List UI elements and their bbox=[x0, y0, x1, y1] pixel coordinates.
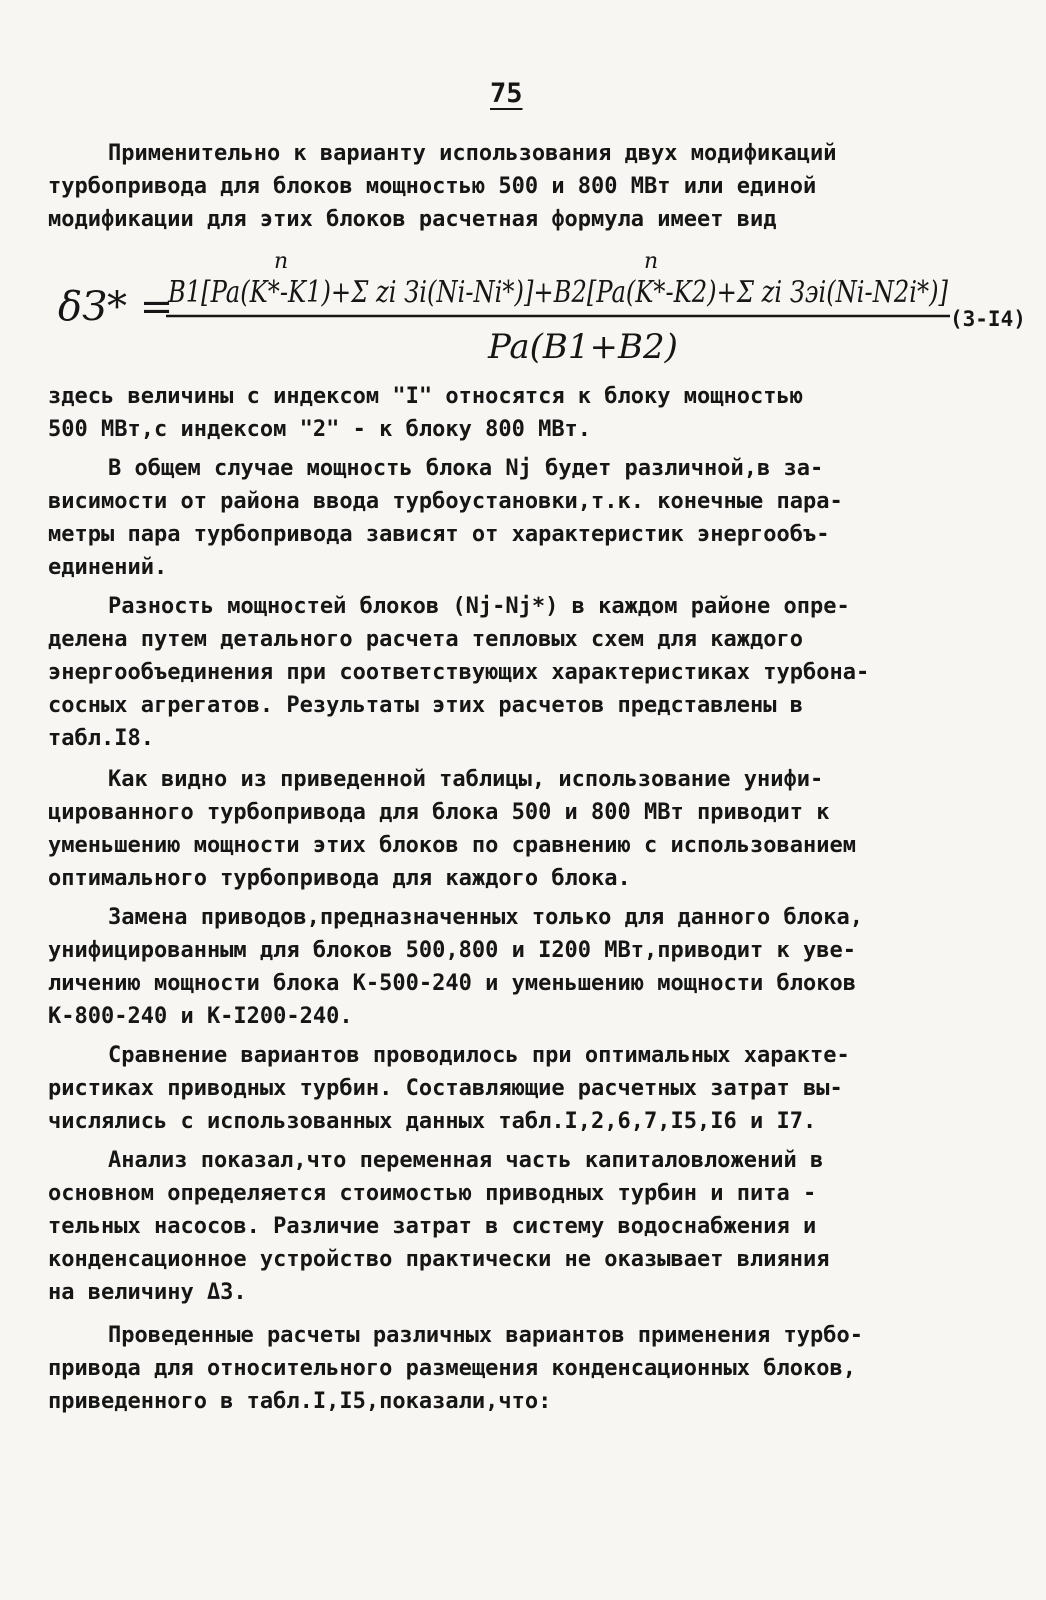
paragraph-7: Сравнение вариантов проводилось при оптимальных характе- ристиках приводных турбин. Составляющие расчетных затрат вы- числялись с использованных данных табл.I,2,6,7,I5,I6 и I7. bbox=[48, 1043, 850, 1134]
paragraph-2: здесь величины с индексом "I" относятся к блоку мощностью 500 МВт,с индексом "2" - к блоку 800 МВт. bbox=[48, 384, 803, 442]
formula-sum-limit-2: n bbox=[644, 249, 659, 274]
formula-sum-limit-1: n bbox=[274, 249, 289, 274]
paragraph-1: Применительно к варианту использования двух модификаций турбопривода для блоков мощностью 500 и 800 МВт или единой модификации для этих блоков расчетная формула имеет вид bbox=[48, 141, 837, 232]
page-number: 75 bbox=[490, 78, 523, 109]
formula-number: (3-I4) bbox=[950, 307, 1026, 331]
paragraph-intro bbox=[48, 137, 1000, 236]
paragraph-8: Анализ показал,что переменная часть капиталовложений в основном определяется стоимостью приводных турбин и пита - тельных насосов. Различие затрат в систему водоснабжения и конденсационное устройство практически не оказывает влияния на величину ΔЗ. bbox=[48, 1148, 830, 1305]
formula-denominator: Pa(B1+B2) bbox=[488, 327, 678, 367]
body-text bbox=[48, 380, 1000, 1418]
paragraph-9: Проведенные расчеты различных вариантов применения турбо- привода для относительного размещения конденсационных блоков, приведенного в табл.I,I5,показали,что: bbox=[48, 1323, 863, 1414]
paragraph-5: Как видно из приведенной таблицы, использование унифи- цированного турбопривода для блока 500 и 800 МВт приводит к уменьшению мощности этих блоков по сравнению с использованием оптимального турбопривода для каждого блока. bbox=[48, 767, 856, 891]
paragraph-6: Замена приводов,предназначенных только для данного блока, унифицированным для блоков 500,800 и I200 МВт,приводит к уве- личению мощности блока К-500-240 и уменьшению мощности блоков К-800-240 и К-I200-240. bbox=[48, 905, 863, 1029]
formula-svg bbox=[48, 248, 1026, 378]
paragraph-3: В общем случае мощность блока Nj будет различной,в за- висимости от района ввода турбоустановки,т.к. конечные пара- метры пара турбопривода зависят от характеристик энергообъ- единений. bbox=[48, 456, 843, 580]
formula-3-14 bbox=[48, 248, 1026, 378]
paragraph-4: Разность мощностей блоков (Nj-Nj*) в каждом районе опре- делена путем детального расчета тепловых схем для каждого энергообъединения при соответствующих характеристиках турбона- сосных агрегатов. Результаты этих расчетов представлены в табл.I8. bbox=[48, 594, 870, 751]
formula-numerator: B1[Pa(K*-K1)+Σ zi Зi(Ni-Ni*)]+B2[Pa(K*-K2)+Σ zi Зэi(Ni-N2i*)] bbox=[167, 275, 949, 310]
formula-lhs: δЗ* = bbox=[58, 284, 174, 330]
